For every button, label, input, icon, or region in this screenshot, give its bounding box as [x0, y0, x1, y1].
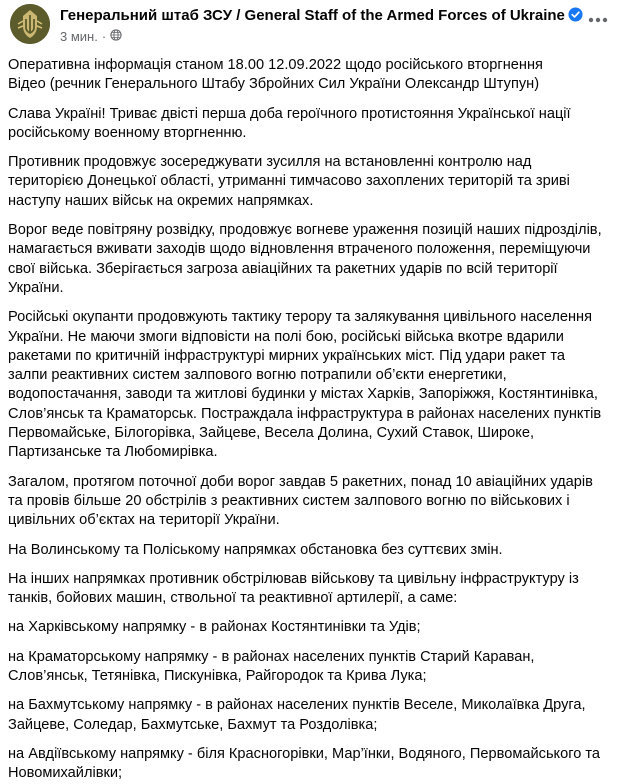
verified-badge-icon	[568, 7, 583, 26]
globe-icon[interactable]	[110, 29, 122, 44]
post-header	[8, 0, 622, 56]
post-body	[8, 56, 622, 784]
post-paragraph: Ворог веде повітряну розвідку, продовжує вогневе ураження позицій наших підрозділів, намагається вживати заходів щодо відновлення втраченого положення, переміщуючи свої війська. Зберігається загроза авіаційних та ракетних ударів по всій території України.	[8, 222, 602, 296]
post-paragraph: Загалом, протягом поточної доби ворог завдав 5 ракетних, понад 10 авіаційних ударів та провів більше 20 обстрілів з реактивних систем залпового вогню по військових і цивільних об’єктах на території України.	[8, 473, 593, 529]
post-meta	[60, 29, 122, 44]
post-timestamp[interactable]: 3 мин.	[60, 29, 98, 44]
post-paragraph: Слава Україні! Триває двісті перша доба героїчного протистояння Української нації російському военному вторгненню.	[8, 105, 571, 141]
page-name[interactable]: Генеральний штаб ЗСУ / General Staff of the Armed Forces of Ukraine	[60, 7, 565, 24]
post-paragraph: на Авдіївському напрямку - біля Красногорівки, Мар’їнки, Водяного, Первомайського та Новомихайлівки;	[8, 745, 601, 782]
coat-of-arms-icon	[10, 4, 50, 44]
post-paragraph: на Краматорському напрямку - в районах населених пунктів Старий Караван, Слов’янськ, Тетянівка, Пискунівка, Райгородок та Крива Лука;	[8, 648, 535, 685]
post-paragraph: Російські окупанти продовжують тактику терору та залякування цивільного населення України. Не маючи змоги відповісти на полі бою, російські війська вкотре вдарили ракетами по критичній інфраструктурі мирних українських міст. Під удари ракет та залпи реактивних систем залпового вогню потрапили об’єкти енергетики, водопостачання, заводи та житлові будинки у містах Харків, Запоріжжя, Костянтинівка, Слов’янськ та Краматорськ. Постраждала інфраструктура в районах населених пунктів Первомайське, Білогорівка, Зайцеве, Весела Долина, Сухий Ставок, Широке, Партизанське та Любомирівка.	[8, 309, 602, 461]
post-paragraph: Оперативна інформація станом 18.00 12.09.2022 щодо російського вторгнення Відео (речник Генерального Штабу Збройних Сил України Олександр Штупун)	[8, 57, 543, 93]
post-paragraph: На інших напрямках противник обстрілював військову та цивільну інфраструктуру із танків, бойових машин, ствольної та реактивної артилерії, а саме:	[8, 570, 579, 607]
page-avatar[interactable]	[10, 4, 50, 44]
more-options-icon[interactable]	[584, 6, 612, 34]
meta-separator: ·	[101, 29, 107, 44]
page-name-link[interactable]	[60, 7, 583, 26]
post-paragraph: на Харківському напрямку - в районах Костянтинівки та Удів;	[8, 619, 421, 636]
post-paragraph: На Волинському та Поліському напрямках обстановка без суттєвих змін.	[8, 541, 503, 558]
post-paragraph: на Бахмутському напрямку - в районах населених пунктів Веселе, Миколаївка Друга, Зайцеве, Соледар, Бахмутське, Бахмут та Роздолівка;	[8, 697, 586, 733]
post-paragraph: Противник продовжує зосереджувати зусилля на встановленні контролю над територією Донецької області, утриманні тимчасово захоплених територій та зриві наступу наших військ на окремих напрямках.	[8, 154, 570, 209]
